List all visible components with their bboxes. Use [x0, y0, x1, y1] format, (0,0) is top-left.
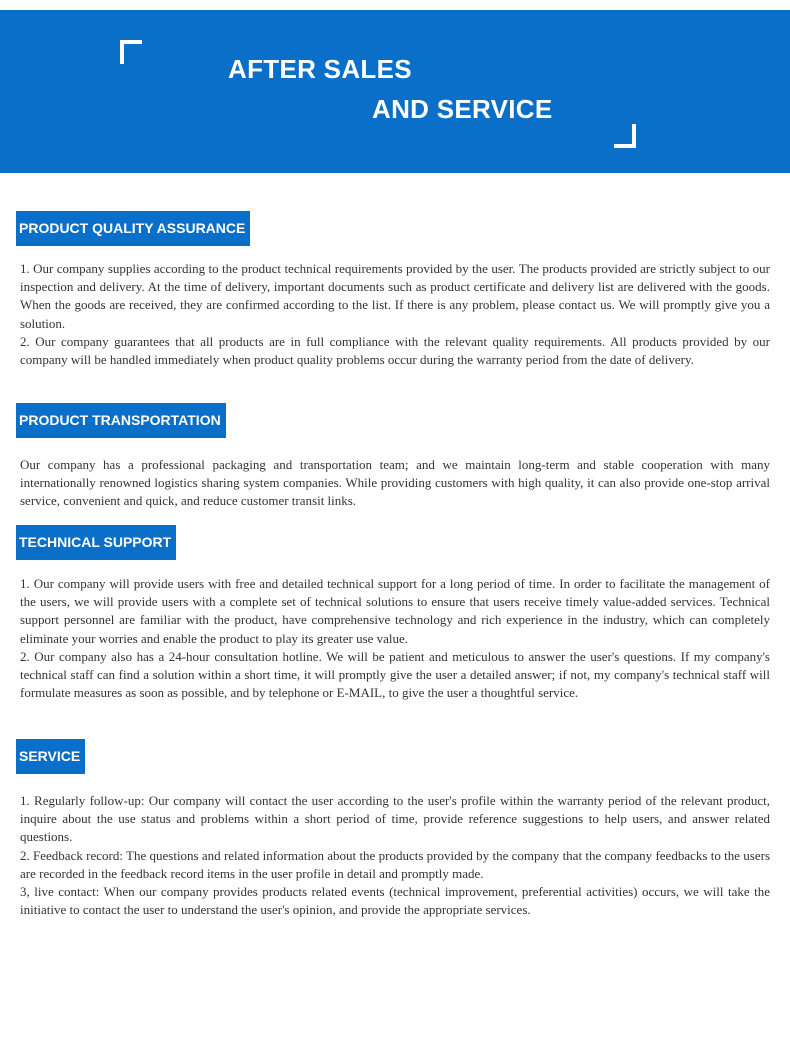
section-heading-service: SERVICE: [16, 739, 85, 774]
paragraph: 2. Our company also has a 24-hour consultation hotline. We will be patient and meticulous to answer the user's questions. If my company's technical staff can find a solution within a short time, it will promptly give the user a detailed answer; if not, my company's technical staff will formulate measures as soon as possible, and by telephone or E-MAIL, to give the user a thoughtful service.: [20, 648, 770, 701]
paragraph: 1. Regularly follow-up: Our company will contact the user according to the user's profile within the warranty period of the relevant product, inquire about the use status and problems within a short period of time, provide reference suggestions to help users, and answer related questions.: [20, 793, 770, 845]
section-body-service: [20, 792, 770, 919]
section-body-quality: [20, 260, 770, 369]
section-heading-quality: PRODUCT QUALITY ASSURANCE: [16, 211, 250, 246]
section-heading-technical-support: TECHNICAL SUPPORT: [16, 525, 176, 560]
paragraph: Our company has a professional packaging and transportation team; and we maintain long-term and stable cooperation with many internationally renowned logistics sharing system companies. While providing customers with high quality, it can also provide one-stop arrival service, convenient and quick, and reduce customer transit links.: [20, 457, 770, 509]
corner-bracket-top-left-icon: [120, 40, 142, 64]
paragraph: 3, live contact: When our company provides products related events (technical improvement, preferential activities) occurs, we will take the initiative to contact the user to understand the user's opinion, and provide the appropriate services.: [20, 884, 770, 918]
corner-bracket-bottom-right-icon: [614, 124, 636, 148]
header-banner: [0, 10, 790, 173]
page-title-line2: AND SERVICE: [372, 94, 553, 124]
paragraph: 1. Our company supplies according to the product technical requirements provided by the user. The products provided are strictly subject to our inspection and delivery. At the time of delivery, important documents such as product certificate and delivery list are delivered with the goods. When the goods are received, they are confirmed according to the list. If there is any problem, please contact us. We will promptly give you a solution.: [20, 261, 770, 331]
section-body-technical-support: [20, 575, 770, 702]
paragraph: 2. Our company guarantees that all products are in full compliance with the relevant quality requirements. All products provided by our company will be handled immediately when product quality problems occur during the warranty period from the date of delivery.: [20, 333, 770, 368]
section-body-transportation: [20, 456, 770, 511]
section-heading-transportation: PRODUCT TRANSPORTATION: [16, 403, 226, 438]
page-title-line1: AFTER SALES: [228, 54, 412, 84]
paragraph: 1. Our company will provide users with free and detailed technical support for a long period of time. In order to facilitate the management of the users, we will provide users with a complete set of technical solutions to ensure that users receive timely value-added services. Technical support personnel are familiar with the product, have comprehensive technology and rich experience in the industry, which can completely eliminate your worries and enable the product to play its greater use value.: [20, 576, 770, 646]
paragraph: 2. Feedback record: The questions and related information about the products provided by the company that the company feedbacks to the users are recorded in the feedback record items in the user profile in detail and promptly made.: [20, 847, 770, 881]
